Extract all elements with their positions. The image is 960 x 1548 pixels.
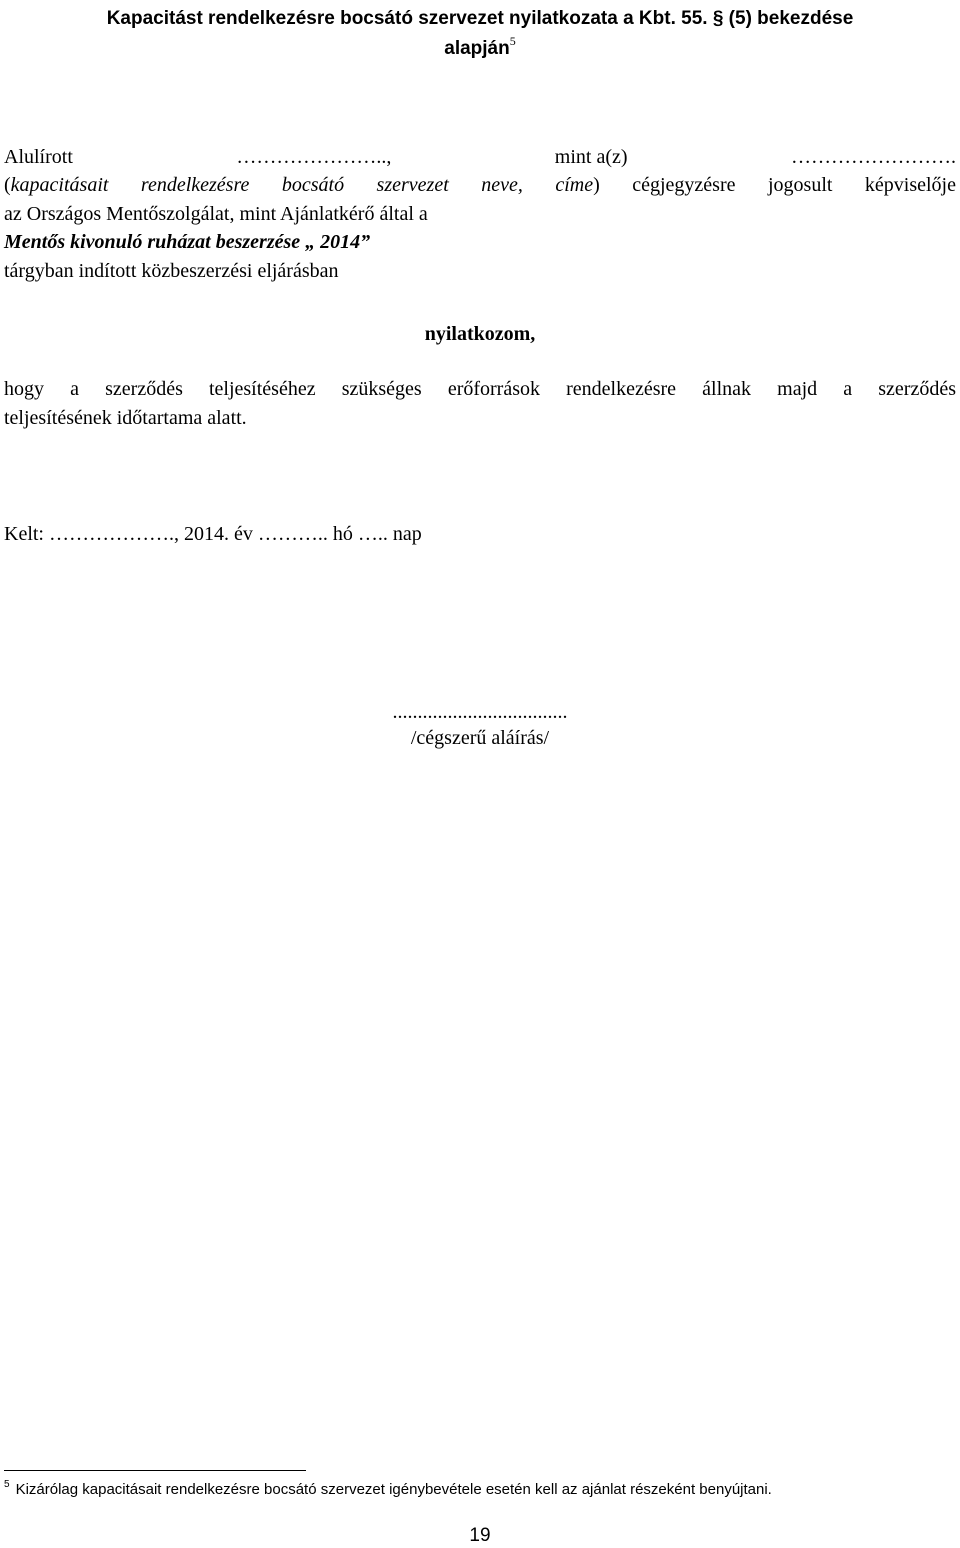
capacity-italic: kapacitásait rendelkezésre bocsátó szervezet neve, címe [10,174,594,196]
title-footnote-ref: 5 [509,34,516,48]
signature-label: /cégszerű aláírás/ [410,727,550,749]
undersigned-line [4,143,956,171]
declaration-heading: nyilatkozom, [424,323,536,345]
name-blank: ………………….., [236,146,392,168]
organization-blank: ……………………. [791,146,956,168]
document-title [0,4,960,64]
undersigned-label: Alulírott [4,146,73,168]
procedure-line: tárgyban indított közbeszerzési eljárásban [4,260,339,282]
signature-line: ................................... [392,701,568,723]
capacity-line: (kapacitásait rendelkezésre bocsátó szervezet neve, címe) cégjegyzésre jogosult képviselője [4,174,956,196]
authority-line: az Országos Mentőszolgálat, mint Ajánlatkérő által a [4,203,428,225]
declaration-text-line-2: teljesítésének időtartama alatt. [4,407,247,429]
title-line-2-text: alapján [444,38,510,59]
page-number: 19 [469,1525,491,1546]
footnote-text: Kizárólag kapacitásait rendelkezésre bocsátó szervezet igénybevétele esetén kell az ajánlat részeként benyújtani. [15,1481,772,1498]
declaration-text-line-1: hogy a szerződés teljesítéséhez szükséges erőforrások rendelkezésre állnak majd a szerződés [4,378,956,400]
as-label: mint a(z) [554,146,628,168]
procurement-subject: Mentős kivonuló ruházat beszerzése „ 2014” [4,231,371,253]
capacity-rest: cégjegyzésre jogosult képviselője [632,174,956,196]
footnote [4,1478,772,1502]
footnote-separator [4,1470,306,1471]
footnote-number: 5 [4,1479,10,1490]
date-line: Kelt: ………………., 2014. év ……….. hó ….. nap [4,523,422,545]
title-line-2 [0,34,960,64]
title-line-1: Kapacitást rendelkezésre bocsátó szervezet nyilatkozata a Kbt. 55. § (5) bekezdése [106,8,854,29]
